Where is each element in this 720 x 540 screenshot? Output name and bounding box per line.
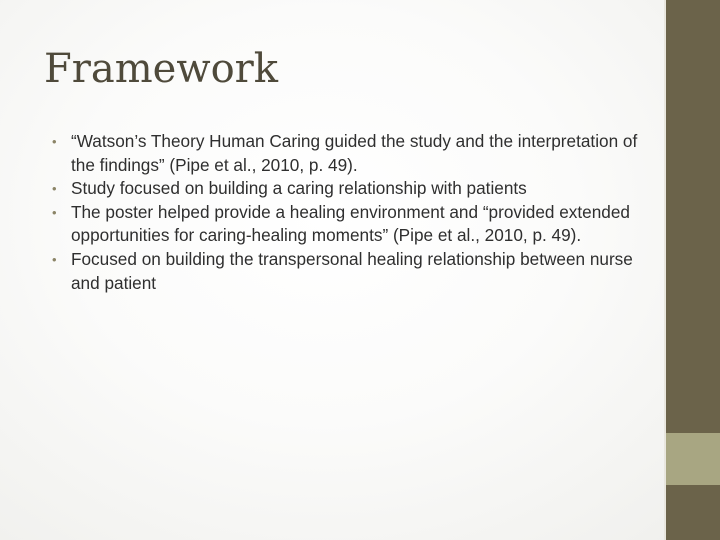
bullet-text: “Watson’s Theory Human Caring guided the study and the interpretation of the findings” (Pipe et al., 2010, p. 49). [71,131,638,175]
bullet-list [48,130,648,295]
bullet-item [48,177,648,201]
bullet-dot-icon: • [52,251,57,267]
bullet-text: The poster helped provide a healing environment and “provided extended opportunities for caring-healing moments” (Pipe et al., 2010, p. 49). [71,201,630,246]
side-bar-accent [666,433,720,485]
bullet-dot-icon: • [52,204,57,220]
bullet-item [48,201,648,248]
bullet-text: Study focused on building a caring relationship with patients [71,178,527,199]
bullet-item [48,248,648,295]
slide-title: Framework [44,46,279,92]
bullet-text: Focused on building the transpersonal healing relationship between nurse and patient [71,248,633,293]
bullet-dot-icon: • [52,181,57,197]
bullet-dot-icon: • [52,134,57,149]
bullet-item [48,130,648,177]
